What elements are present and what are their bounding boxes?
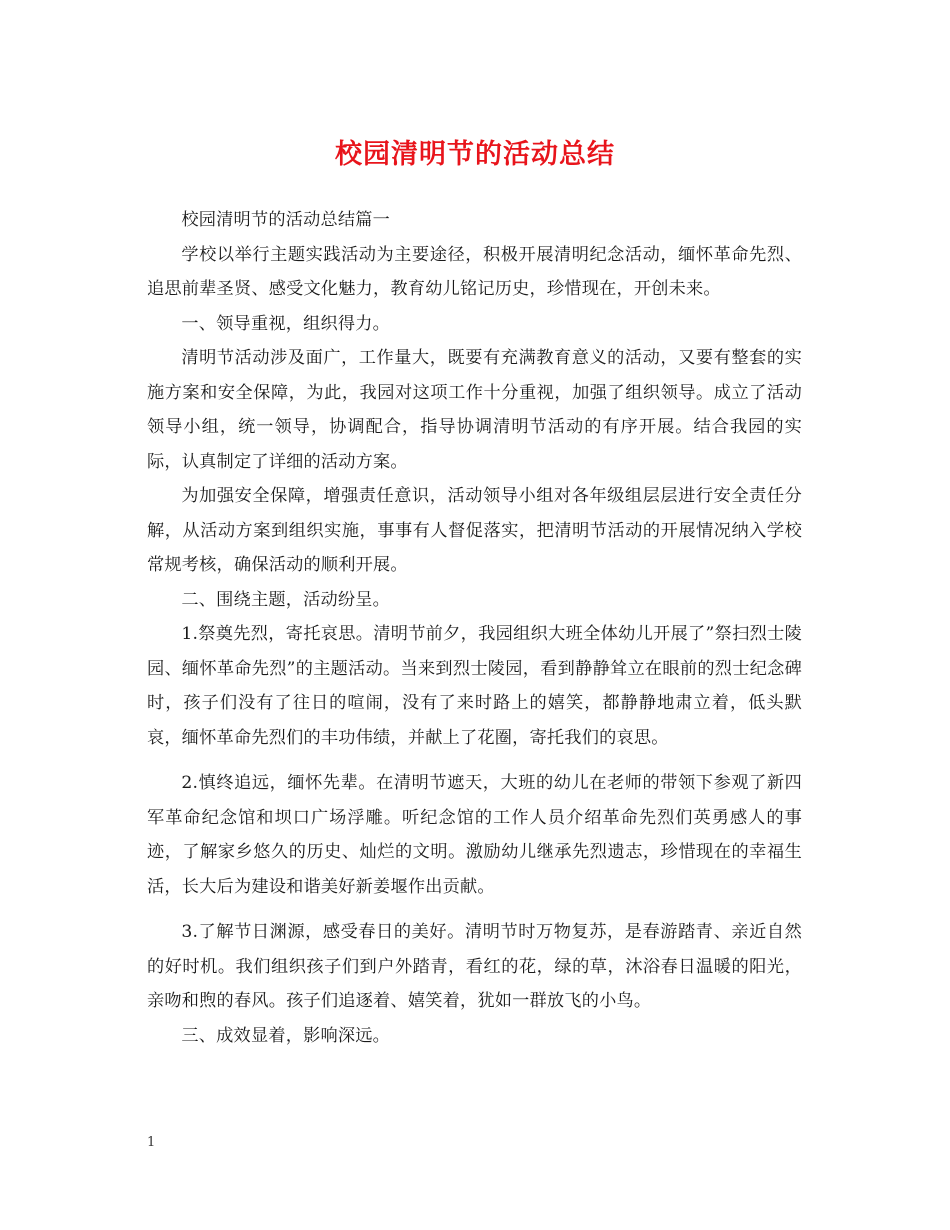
section-heading: 三、成效显着，影响深远。	[181, 1025, 391, 1046]
paragraph: 2.慎终追远，缅怀先辈。在清明节遮天，大班的幼儿在老师的带领下参观了新四军革命纪念馆和坝口广场浮雕。听纪念馆的工作人员介绍革命先烈们英勇感人的事迹，了解家乡悠久的历史、灿烂的文明。激励幼儿继承先烈遗志，珍惜现在的幸福生活，长大后为建设和谐美好新姜堰作出贡献。	[147, 773, 802, 897]
document-title: 校园清明节的活动总结	[335, 139, 615, 170]
section-heading: 一、领导重视，组织得力。	[181, 313, 391, 334]
section-heading: 二、围绕主题，活动纷呈。	[181, 589, 391, 610]
page-number: 1	[147, 1135, 156, 1150]
document-body	[147, 203, 802, 1053]
paragraph: 1.祭奠先烈，寄托哀思。清明节前夕，我园组织大班全体幼儿开展了”祭扫烈士陵园、缅怀革命先烈”的主题活动。当来到烈士陵园，看到静静耸立在眼前的烈士纪念碑时，孩子们没有了往日的喧闹，没有了来时路上的嬉笑，都静静地肃立着，低头默哀，缅怀革命先烈们的丰功伟绩，并献上了花圈，寄托我们的哀思。	[147, 624, 802, 748]
paragraph: 3.了解节日渊源，感受春日的美好。清明节时万物复苏，是春游踏青、亲近自然的好时机。我们组织孩子们到户外踏青，看红的花，绿的草，沐浴春日温暖的阳光，亲吻和煦的春风。孩子们追逐着、嬉笑着，犹如一群放飞的小鸟。	[147, 922, 802, 1011]
paragraph: 学校以举行主题实践活动为主要途径，积极开展清明纪念活动，缅怀革命先烈、追思前辈圣贤、感受文化魅力，教育幼儿铭记历史，珍惜现在，开创未来。	[147, 244, 802, 299]
section-heading: 校园清明节的活动总结篇一	[181, 210, 391, 230]
paragraph: 为加强安全保障，增强责任意识，活动领导小组对各年级组层层进行安全责任分解，从活动方案到组织实施，事事有人督促落实，把清明节活动的开展情况纳入学校常规考核，确保活动的顺利开展。	[147, 486, 802, 575]
paragraph: 清明节活动涉及面广，工作量大，既要有充满教育意义的活动，又要有整套的实施方案和安全保障，为此，我园对这项工作十分重视，加强了组织领导。成立了活动领导小组，统一领导，协调配合，指导协调清明节活动的有序开展。结合我园的实际，认真制定了详细的活动方案。	[147, 348, 802, 472]
